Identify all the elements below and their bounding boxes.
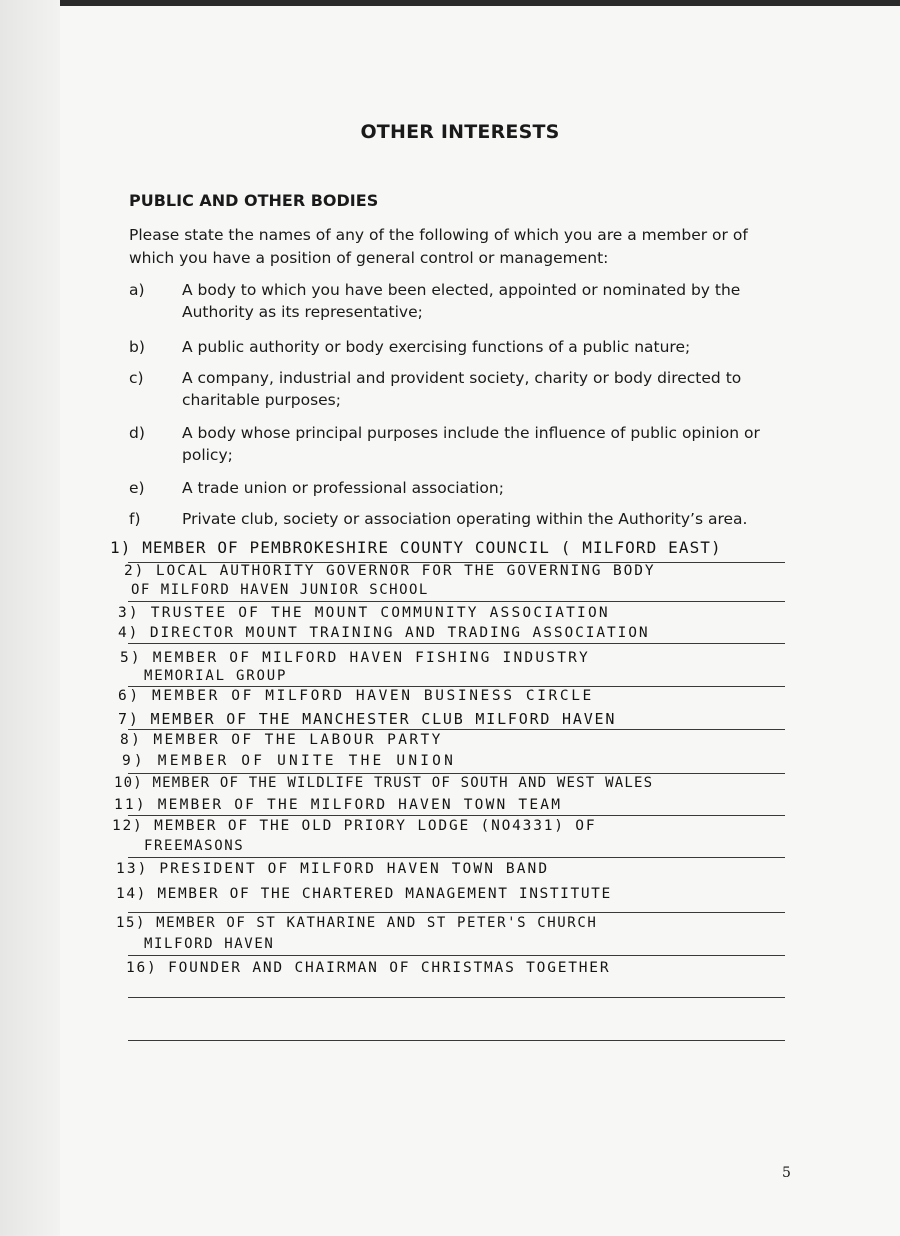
list-item-text: Private club, society or association operating within the Authority’s area. xyxy=(182,510,748,528)
ruled-line xyxy=(128,997,785,998)
handwritten-line: 10) MEMBER OF THE WILDLIFE TRUST OF SOUTH AND WEST WALES xyxy=(114,775,654,791)
handwritten-line: 14) MEMBER OF THE CHARTERED MANAGEMENT INSTITUTE xyxy=(116,886,612,902)
ruled-line xyxy=(128,643,785,644)
ruled-line xyxy=(128,912,785,913)
handwritten-line: 7) MEMBER OF THE MANCHESTER CLUB MILFORD HAVEN xyxy=(118,710,617,728)
section-heading: PUBLIC AND OTHER BODIES xyxy=(129,191,379,210)
handwritten-line: 6) MEMBER OF MILFORD HAVEN BUSINESS CIRCLE xyxy=(118,688,594,704)
handwritten-line: 1) MEMBER OF PEMBROKESHIRE COUNTY COUNCIL ( MILFORD EAST) xyxy=(110,538,722,557)
handwritten-line: 12) MEMBER OF THE OLD PRIORY LODGE (NO4331) OF xyxy=(112,818,597,834)
handwritten-line: MEMORIAL GROUP xyxy=(144,668,288,684)
handwritten-line: MILFORD HAVEN xyxy=(144,936,275,952)
ruled-line xyxy=(128,773,785,774)
handwritten-line: 11) MEMBER OF THE MILFORD HAVEN TOWN TEAM xyxy=(114,797,563,813)
handwritten-line: 9) MEMBER OF UNITE THE UNION xyxy=(122,753,457,769)
ruled-line xyxy=(128,815,785,816)
handwritten-line: 15) MEMBER OF ST KATHARINE AND ST PETER'S CHURCH xyxy=(116,915,598,931)
page-title: OTHER INTERESTS xyxy=(360,121,560,143)
ruled-line xyxy=(128,601,785,602)
ruled-line xyxy=(128,729,785,730)
page-number: 5 xyxy=(782,1165,791,1181)
handwritten-line: OF MILFORD HAVEN JUNIOR SCHOOL xyxy=(131,582,429,598)
list-item-label: e) xyxy=(129,479,145,497)
handwritten-line: 8) MEMBER OF THE LABOUR PARTY xyxy=(120,732,443,748)
handwritten-line: 16) FOUNDER AND CHAIRMAN OF CHRISTMAS TOGETHER xyxy=(126,960,611,976)
list-item-label: d) xyxy=(129,424,145,442)
handwritten-line: 4) DIRECTOR MOUNT TRAINING AND TRADING ASSOCIATION xyxy=(118,625,650,641)
handwritten-line: FREEMASONS xyxy=(144,838,245,854)
list-item-label: f) xyxy=(129,510,141,528)
list-item-text: A company, industrial and provident society, charity or body directed to charitable purposes; xyxy=(182,369,742,409)
ruled-line xyxy=(128,955,785,956)
ruled-line xyxy=(128,857,785,858)
ruled-line xyxy=(128,1040,785,1041)
handwritten-line: 5) MEMBER OF MILFORD HAVEN FISHING INDUSTRY xyxy=(120,650,590,666)
handwritten-line: 13) PRESIDENT OF MILFORD HAVEN TOWN BAND xyxy=(116,861,550,877)
ruled-line xyxy=(128,686,785,687)
list-item-label: b) xyxy=(129,338,145,356)
list-item-label: a) xyxy=(129,281,145,299)
handwritten-line: 3) TRUSTEE OF THE MOUNT COMMUNITY ASSOCIATION xyxy=(118,605,610,621)
list-item-text: A public authority or body exercising functions of a public nature; xyxy=(182,338,691,356)
list-item-text: A body whose principal purposes include the influence of public opinion or policy; xyxy=(182,424,760,464)
list-item-text: A trade union or professional association; xyxy=(182,479,504,497)
list-item-text: A body to which you have been elected, appointed or nominated by the Authority as its representative; xyxy=(182,281,741,321)
list-item-label: c) xyxy=(129,369,144,387)
handwritten-line: 2) LOCAL AUTHORITY GOVERNOR FOR THE GOVERNING BODY xyxy=(124,563,656,579)
intro-paragraph: Please state the names of any of the following of which you are a member or of which you have a position of general control or management: xyxy=(129,226,748,267)
